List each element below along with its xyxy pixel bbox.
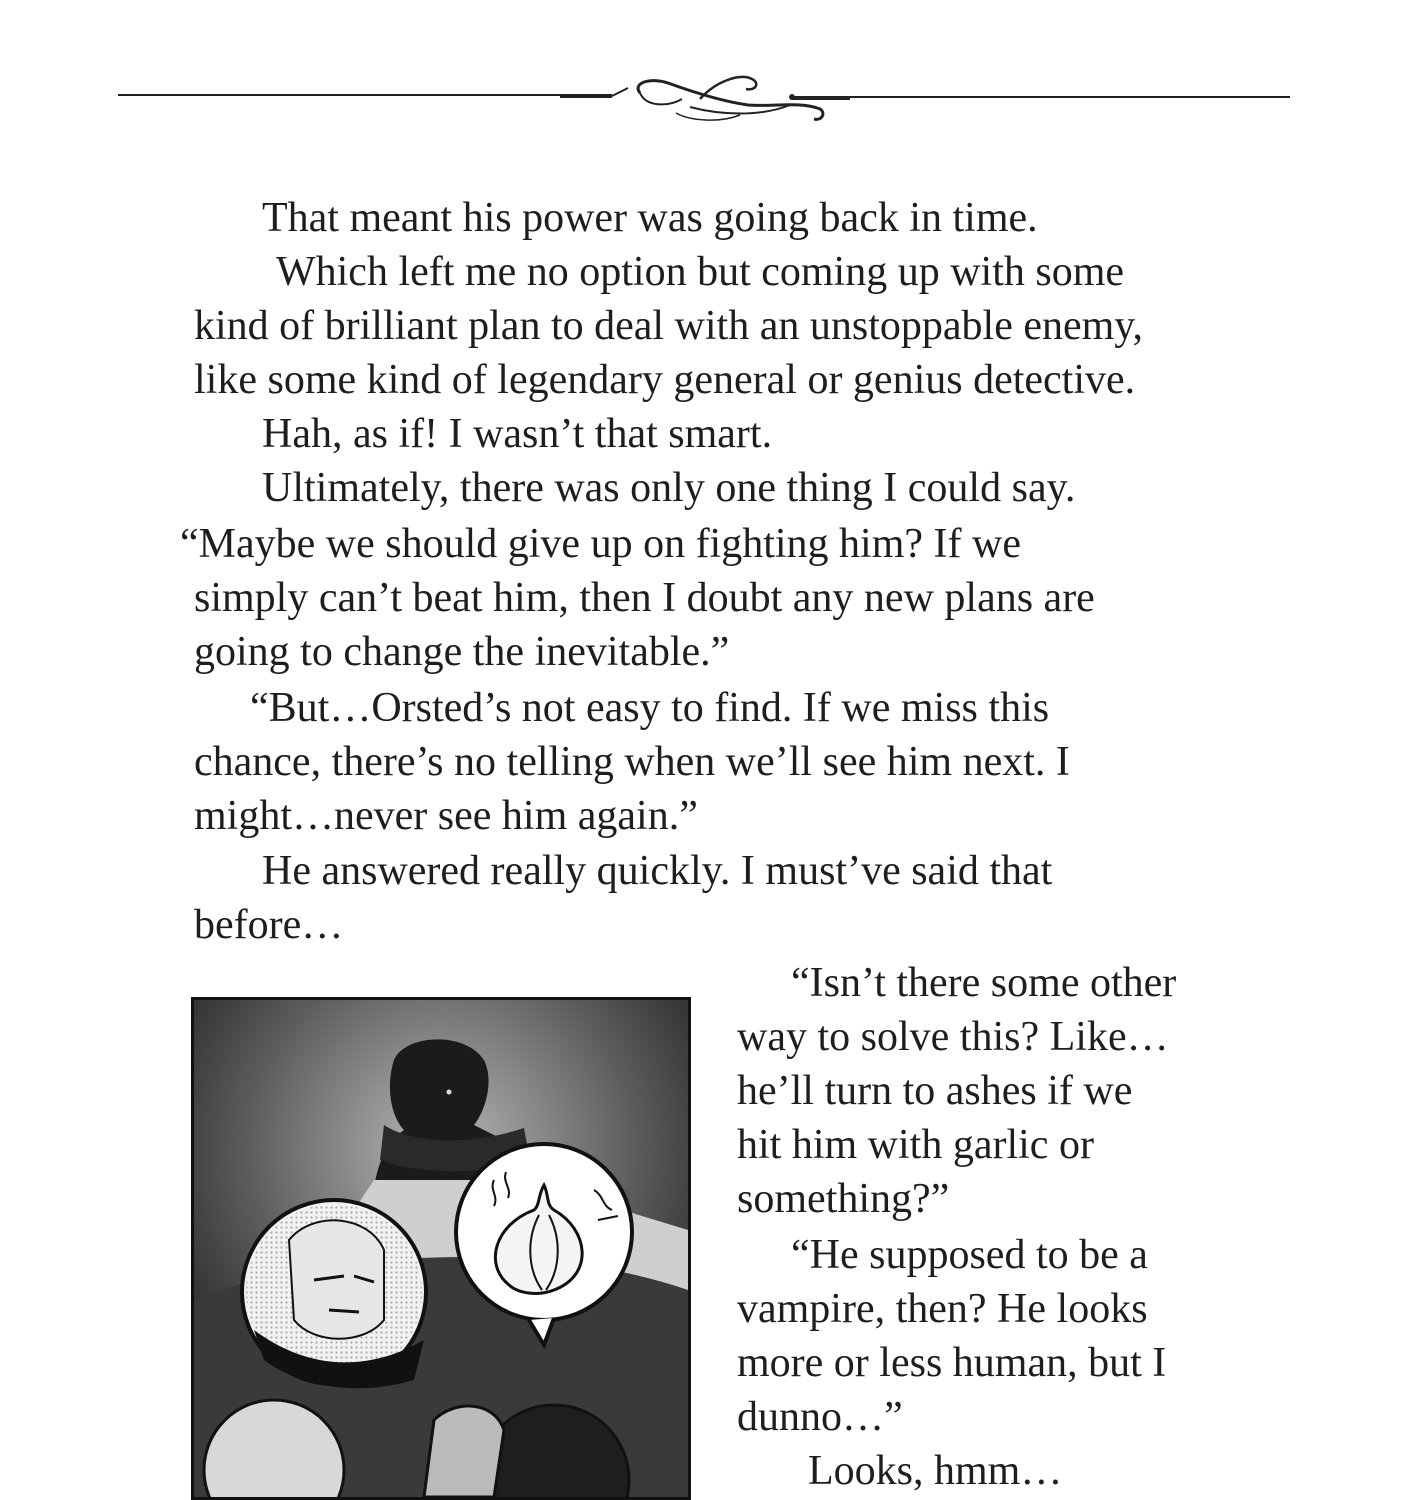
- text-line: more or less human, but I: [737, 1340, 1167, 1386]
- text-line: “But…Orsted’s not easy to find. If we miss this: [250, 685, 1050, 731]
- paragraph-9: [737, 1228, 1166, 1444]
- text-line: dunno…”: [737, 1394, 903, 1440]
- text-line: vampire, then? He looks: [737, 1286, 1148, 1332]
- flourish-divider-icon: [0, 55, 1404, 135]
- text-line: going to change the inevitable.”: [194, 629, 730, 675]
- text-line: chance, there’s no telling when we’ll see him next. I: [194, 739, 1070, 785]
- paragraph-7: [194, 844, 1052, 952]
- paragraph-5: [180, 517, 1095, 679]
- text-line: Ultimately, there was only one thing I could say.: [262, 465, 1076, 511]
- text-line: before…: [194, 902, 344, 948]
- text-line: something?”: [737, 1176, 950, 1222]
- text-line: Which left me no option but coming up with some: [276, 249, 1125, 295]
- paragraph-3: [262, 407, 772, 461]
- text-line: “He supposed to be a: [791, 1232, 1148, 1278]
- text-line: Hah, as if! I wasn’t that smart.: [262, 411, 773, 457]
- text-line: way to solve this? Like…: [737, 1014, 1169, 1060]
- text-line: hit him with garlic or: [737, 1122, 1094, 1168]
- paragraph-8: [737, 956, 1176, 1226]
- paragraph-6: [194, 681, 1070, 843]
- text-line: might…never see him again.”: [194, 793, 698, 839]
- paragraph-2: [194, 245, 1143, 407]
- text-line: That meant his power was going back in time.: [262, 195, 1038, 241]
- text-line: kind of brilliant plan to deal with an unstoppable enemy,: [194, 303, 1144, 349]
- text-line: He answered really quickly. I must’ve said that: [262, 848, 1053, 894]
- text-line: simply can’t beat him, then I doubt any new plans are: [194, 575, 1095, 621]
- text-line: “Isn’t there some other: [791, 960, 1177, 1006]
- manga-panel-illustration: [191, 997, 691, 1500]
- paragraph-10: [808, 1444, 1062, 1498]
- paragraph-4: [262, 461, 1075, 515]
- text-line: Looks, hmm…: [808, 1448, 1063, 1494]
- text-line: like some kind of legendary general or genius detective.: [194, 357, 1136, 403]
- paragraph-1: [262, 191, 1038, 245]
- text-line: “Maybe we should give up on fighting him? If we: [180, 521, 1021, 567]
- text-line: he’ll turn to ashes if we: [737, 1068, 1133, 1114]
